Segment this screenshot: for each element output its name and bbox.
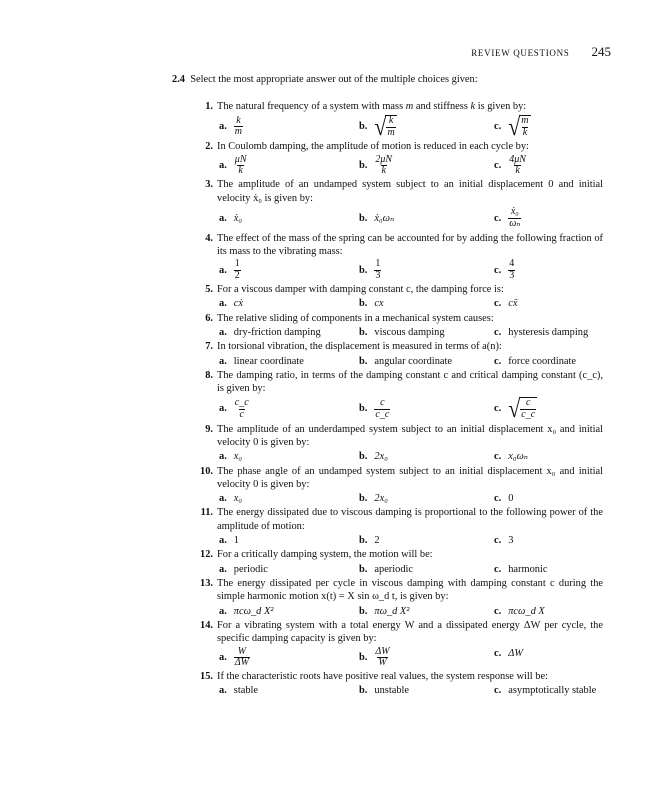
square-root: √ $\frac{k}{m}$ (374, 111, 395, 141)
options (217, 563, 603, 576)
option-a: a. $\frac{c\_c}{c}$ (219, 396, 249, 420)
option-c: c. hysteresis damping (494, 327, 589, 338)
option-c: c. $\frac{4\mu N}{k}$ (494, 153, 526, 177)
question-number: 2. (205, 141, 213, 153)
question-14 (196, 619, 603, 669)
option-b: b. $\frac{1}{3}$ (359, 258, 381, 282)
question-number: 15. (200, 671, 213, 683)
question-7 (196, 340, 603, 368)
option-b: b. cx (359, 298, 384, 310)
option-c: c. $\frac{4}{3}$ (494, 258, 515, 282)
option-c: c. cẍ (494, 298, 518, 310)
option-b: b. angular coordinate (359, 355, 452, 367)
option-c: c. √ $\frac{m}{k}$ (494, 111, 529, 141)
option-c: c. 3 (494, 535, 514, 547)
option-a: a. πcω_d X² (219, 605, 274, 617)
options (217, 206, 603, 231)
question-list (196, 100, 603, 699)
question-3 (196, 178, 603, 231)
question-stem: For a viscous damper with damping constant c, the damping force is: (217, 284, 504, 296)
option-a: a. stable (219, 685, 259, 697)
question-5 (196, 283, 603, 311)
option-c: c. √ $\frac{c}{c\_c}$ (494, 394, 536, 423)
option-b: b. $\frac{2\mu N}{k}$ (359, 153, 393, 177)
option-a: a. x₀ (219, 451, 243, 463)
option-c: c. harmonic (494, 563, 548, 575)
section-number: 2.4 (172, 74, 185, 85)
option-b: b. πω_d X² (359, 605, 410, 617)
option-b: b. ẋ₀ωₙ (359, 212, 395, 224)
option-a: a. x₀ (219, 493, 243, 505)
option-a: a. ẋ₀ (219, 212, 243, 224)
option-c: c. $\frac{\text{ẋ₀}}{\text{ωₙ}}$ (494, 206, 521, 229)
question-8 (196, 369, 603, 422)
options (217, 111, 603, 141)
question-stem: The natural frequency of a system with mass m and stiffness k is given by: (217, 101, 527, 112)
options (217, 297, 603, 310)
question-2 (196, 140, 603, 177)
square-root: √ $\frac{m}{k}$ (508, 111, 529, 141)
question-stem: For a critically damping system, the motion will be: (217, 549, 433, 561)
question-stem: The effect of the mass of the spring can be accounted for by adding the following fraction of its mass to the vibrating mass: (217, 232, 603, 258)
option-a: a. $\frac{\mu N}{k}$ (219, 153, 247, 177)
page-header (471, 44, 611, 61)
option-b: b. 2x₀ (359, 493, 388, 505)
option-c: c. asymptotically stable (494, 685, 597, 697)
question-4 (196, 232, 603, 282)
option-b: b. unstable (359, 685, 410, 697)
question-number: 8. (205, 369, 213, 381)
section-intro (172, 73, 602, 86)
option-a: a. cẋ (219, 298, 244, 310)
options (217, 647, 603, 670)
options (217, 534, 603, 547)
options (217, 326, 603, 339)
question-1 (196, 100, 603, 139)
options (217, 605, 603, 618)
question-number: 12. (200, 549, 213, 561)
option-a: a. periodic (219, 563, 268, 575)
question-stem: The damping ratio, in terms of the damping constant c and critical damping constant (c_c), is given by: (217, 369, 603, 395)
question-stem: If the characteristic roots have positive real values, the system response will be: (217, 671, 548, 683)
question-stem: The energy dissipated due to viscous damping is proportional to the following power of the amplitude of motion: (217, 507, 603, 532)
fraction: $\frac{k}{m}$ (234, 114, 243, 138)
options (217, 355, 603, 368)
options (217, 259, 603, 282)
option-c: c. force coordinate (494, 355, 577, 367)
question-9 (196, 423, 603, 464)
question-stem: In Coulomb damping, the amplitude of motion is reduced in each cycle by: (217, 141, 529, 153)
option-c: c. πcω_d X (494, 605, 545, 617)
options (217, 394, 603, 423)
page-number: 245 (591, 44, 611, 59)
option-b: b. 2 (359, 535, 380, 547)
option-b: b. 2x₀ (359, 451, 388, 463)
question-number: 1. (205, 101, 213, 112)
question-number: 10. (200, 465, 213, 477)
question-number: 6. (205, 312, 213, 324)
question-stem: In torsional vibration, the displacement is measured in terms of a(n): (217, 341, 502, 353)
question-stem: The energy dissipated per cycle in viscous damping with damping constant c during the simple harmonic motion x(t) = X sin ω_d t, is given by: (217, 578, 603, 603)
option-a: a. $\frac{1}{2}$ (219, 258, 240, 282)
question-stem: The phase angle of an undamped system subject to an initial displacement x₀ and initial velocity 0 is given by: (217, 465, 603, 490)
option-b: b. aperiodic (359, 563, 414, 575)
question-10 (196, 465, 603, 506)
question-number: 9. (205, 423, 213, 435)
option-c: c. 0 (494, 493, 514, 505)
options (217, 492, 603, 505)
question-number: 3. (205, 179, 213, 191)
option-a: a. dry-friction damping (219, 327, 321, 338)
options (217, 450, 603, 463)
option-b: b. viscous damping (359, 327, 445, 338)
option-a: a. 1 (219, 535, 239, 547)
question-15 (196, 670, 603, 698)
question-number: 14. (200, 619, 213, 631)
option-b: b. √ $\frac{k}{m}$ (359, 111, 395, 141)
question-number: 7. (205, 341, 213, 353)
question-number: 4. (205, 232, 213, 244)
question-13 (196, 577, 603, 618)
section-instruction: Select the most appropriate answer out of the multiple choices given: (190, 74, 478, 85)
question-stem: The amplitude of an undamped system subject to an initial displacement 0 and initial velocity ẋ₀ is given by: (217, 179, 603, 204)
option-a: a. linear coordinate (219, 355, 304, 367)
option-a: a. $\frac{k}{m}$ (219, 114, 243, 138)
option-c: c. ΔW (494, 647, 523, 659)
option-b: b. $\frac{\Delta W}{W}$ (359, 645, 390, 669)
question-stem: For a vibrating system with a total energy W and a dissipated energy ΔW per cycle, the specific damping capacity is given by: (217, 619, 603, 645)
question-11 (196, 506, 603, 547)
option-a: a. $\frac{W}{\Delta W}$ (219, 645, 249, 669)
question-12 (196, 548, 603, 576)
question-number: 11. (200, 507, 213, 519)
options (217, 155, 603, 178)
option-b: b. $\frac{c}{c\_c}$ (359, 396, 390, 420)
option-c: c. x₀ωₙ (494, 451, 528, 463)
options (217, 684, 603, 697)
question-stem: The relative sliding of components in a mechanical system causes: (217, 312, 494, 324)
question-stem: The amplitude of an underdamped system subject to an initial displacement x₀ and initial velocity 0 is given by: (217, 423, 603, 448)
question-number: 5. (205, 284, 213, 296)
running-title: REVIEW QUESTIONS (471, 48, 570, 58)
question-6 (196, 312, 603, 340)
question-number: 13. (200, 578, 213, 589)
